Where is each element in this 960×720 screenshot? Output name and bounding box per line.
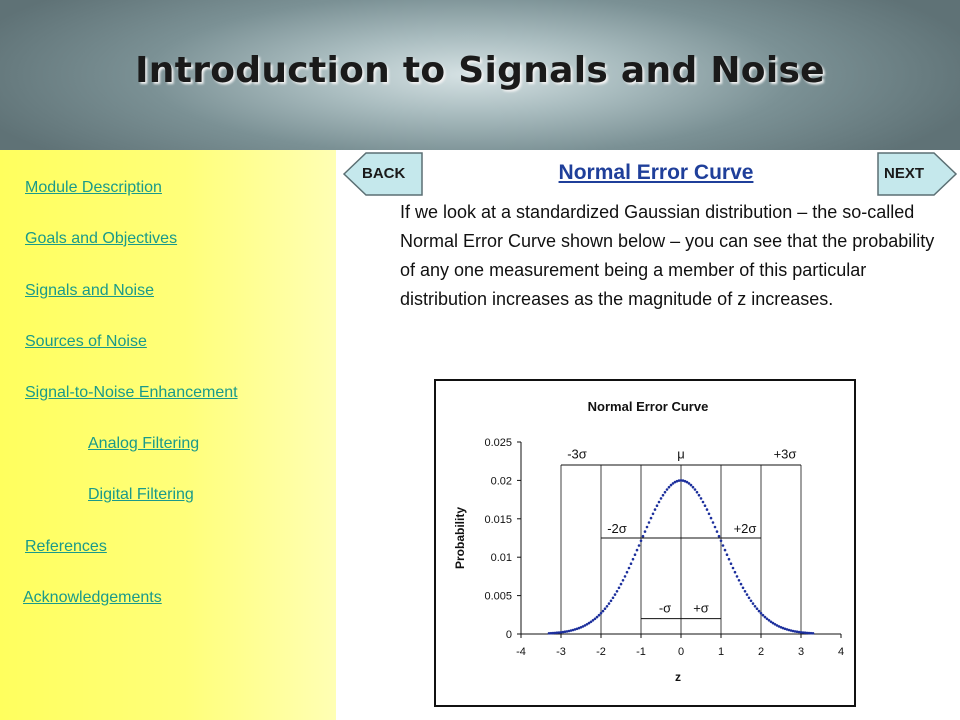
curve-point — [658, 501, 661, 504]
curve-point — [746, 593, 749, 596]
next-button[interactable] — [876, 152, 958, 196]
curve-point — [594, 618, 597, 621]
x-tick-label: 1 — [717, 646, 725, 658]
sidebar-item-signal-to-noise-enhancement[interactable]: Signal-to-Noise Enhancement — [25, 384, 238, 401]
y-axis-label: Probability — [453, 506, 467, 570]
curve-point — [762, 614, 765, 617]
curve-point — [642, 535, 645, 538]
curve-point — [616, 590, 619, 593]
curve-point — [688, 482, 691, 485]
curve-point — [738, 579, 741, 582]
y-tick-label: 0.015 — [484, 513, 512, 526]
curve-point — [650, 517, 653, 520]
curve-point — [708, 513, 711, 516]
curve-point — [646, 526, 649, 529]
sidebar-item-acknowledgements[interactable]: Acknowledgements — [23, 589, 162, 606]
curve-point — [698, 494, 701, 497]
sigma-annotation: +3σ — [773, 446, 797, 462]
curve-point — [648, 521, 651, 524]
chart-title: Normal Error Curve — [587, 399, 709, 414]
curve-point — [638, 544, 641, 547]
sidebar-item-analog-filtering[interactable]: Analog Filtering — [88, 435, 200, 452]
curve-point — [622, 579, 625, 582]
section-title[interactable]: Normal Error Curve — [558, 161, 754, 184]
curve-point — [634, 553, 637, 556]
curve-point — [608, 602, 611, 605]
x-tick-label: 4 — [837, 646, 845, 658]
curve-point — [596, 616, 599, 619]
curve-point — [720, 540, 723, 543]
curve-point — [666, 488, 669, 491]
curve-point — [660, 497, 663, 500]
x-tick-label: -4 — [516, 646, 526, 658]
curve-point — [632, 558, 635, 561]
sigma-annotation: μ — [677, 446, 685, 462]
curve-point — [760, 612, 763, 615]
curve-point — [732, 567, 735, 570]
curve-point — [748, 597, 751, 600]
curve-point — [736, 575, 739, 578]
curve-point — [722, 544, 725, 547]
curve-point — [620, 583, 623, 586]
curve-point — [710, 517, 713, 520]
sigma-annotation: +σ — [693, 600, 709, 616]
curve-point — [652, 513, 655, 516]
curve-point — [812, 632, 815, 635]
curve-point — [664, 491, 667, 494]
curve-point — [618, 587, 621, 590]
x-tick-label: 3 — [797, 646, 805, 658]
curve-point — [750, 600, 753, 603]
curve-point — [692, 486, 695, 489]
normal-error-curve-chart — [436, 381, 854, 705]
curve-point — [752, 602, 755, 605]
sigma-annotation: +2σ — [733, 520, 757, 536]
curve-point — [758, 610, 761, 613]
header-banner — [0, 0, 960, 152]
curve-point — [700, 497, 703, 500]
curve-point — [702, 501, 705, 504]
curve-point — [640, 540, 643, 543]
sidebar-item-digital-filtering[interactable]: Digital Filtering — [88, 486, 194, 503]
next-label: NEXT — [884, 165, 925, 182]
curve-point — [734, 571, 737, 574]
sidebar-item-goals-and-objectives[interactable]: Goals and Objectives — [25, 230, 178, 247]
curve-point — [626, 571, 629, 574]
curve-point — [730, 562, 733, 565]
page-title: Introduction to Signals and Noise — [135, 50, 825, 91]
x-tick-label: 2 — [757, 646, 765, 658]
curve-point — [630, 562, 633, 565]
body-paragraph: If we look at a standardized Gaussian distribution – the so-called Normal Error Curve shown below – you can see that the probability of any one measurement being a member of this particular distribution increases as the magnitude of z increases. — [400, 202, 935, 309]
curve-point — [606, 605, 609, 608]
curve-point — [754, 605, 757, 608]
curve-point — [740, 583, 743, 586]
curve-point — [694, 488, 697, 491]
x-axis-label: z — [675, 670, 681, 684]
y-tick-label: 0.02 — [490, 475, 512, 488]
curve-point — [726, 553, 729, 556]
curve-point — [728, 558, 731, 561]
back-label: BACK — [362, 165, 406, 182]
y-tick-label: 0.005 — [484, 590, 512, 603]
curve-point — [598, 614, 601, 617]
curve-point — [696, 491, 699, 494]
sidebar-item-references[interactable]: References — [25, 538, 107, 555]
curve-point — [690, 484, 693, 487]
curve-point — [706, 508, 709, 511]
x-tick-label: -3 — [556, 646, 566, 658]
curve-point — [644, 530, 647, 533]
curve-point — [668, 486, 671, 489]
x-tick-label: -2 — [596, 646, 606, 658]
sidebar — [0, 150, 336, 720]
curve-point — [714, 526, 717, 529]
curve-point — [756, 607, 759, 610]
curve-point — [628, 567, 631, 570]
curve-point — [724, 549, 727, 552]
curve-point — [600, 612, 603, 615]
y-tick-label: 0.01 — [490, 552, 512, 565]
curve-point — [654, 508, 657, 511]
y-tick-label: 0 — [505, 629, 512, 641]
curve-point — [718, 535, 721, 538]
curve-point — [764, 616, 767, 619]
x-tick-label: -1 — [636, 646, 646, 658]
curve-point — [716, 530, 719, 533]
sigma-annotation: -2σ — [607, 520, 627, 536]
chart-frame — [434, 379, 856, 707]
curve-point — [614, 593, 617, 596]
sidebar-item-sources-of-noise[interactable]: Sources of Noise — [25, 333, 147, 350]
sigma-annotation: -σ — [658, 600, 672, 616]
curve-point — [742, 587, 745, 590]
curve-point — [712, 521, 715, 524]
curve-point — [662, 494, 665, 497]
curve-point — [612, 597, 615, 600]
curve-point — [624, 575, 627, 578]
sigma-annotation: -3σ — [567, 446, 587, 462]
back-button[interactable] — [342, 152, 424, 196]
y-tick-label: 0.025 — [484, 437, 512, 449]
x-tick-label: 0 — [677, 646, 685, 658]
curve-point — [670, 484, 673, 487]
curve-point — [656, 504, 659, 507]
curve-point — [744, 590, 747, 593]
curve-point — [610, 600, 613, 603]
curve-point — [602, 610, 605, 613]
curve-point — [604, 607, 607, 610]
curve-point — [636, 549, 639, 552]
curve-point — [704, 504, 707, 507]
sidebar-item-signals-and-noise[interactable]: Signals and Noise — [25, 282, 154, 299]
sidebar-item-module-description[interactable]: Module Description — [25, 179, 162, 196]
